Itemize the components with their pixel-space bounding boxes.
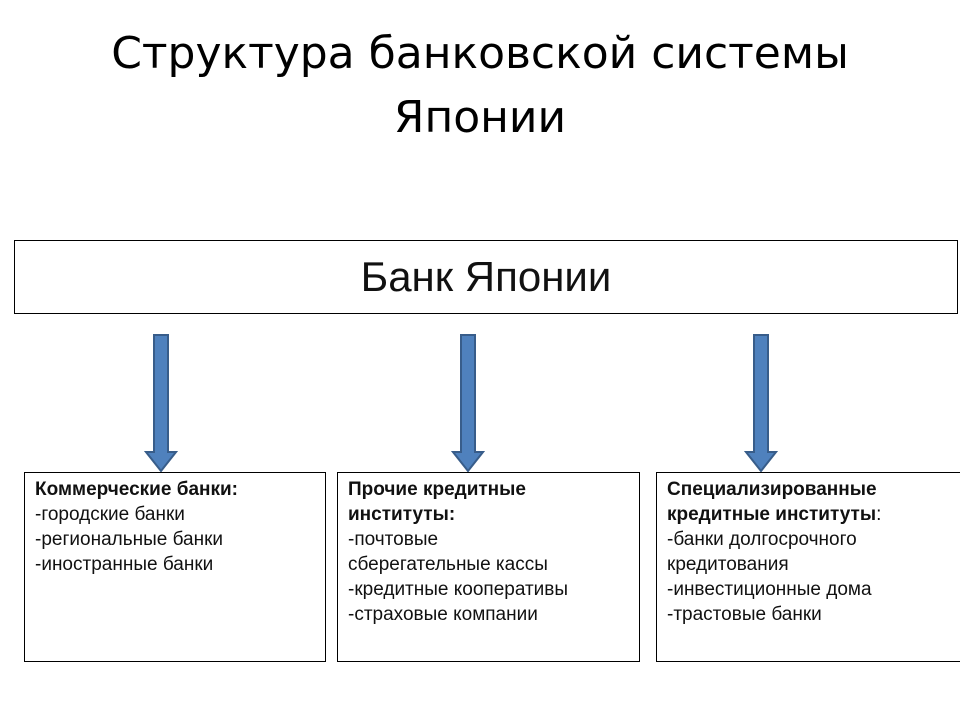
- bank-of-japan-box: [14, 240, 958, 314]
- other-credit-institutions-box: [337, 472, 640, 662]
- other-credit-heading-line-1: Прочие кредитные: [348, 479, 526, 500]
- slide-title: [0, 22, 960, 150]
- specialized-heading-line-2: [667, 502, 952, 527]
- list-item: -кредитные кооперативы: [348, 579, 569, 600]
- arrow-down-icon: [144, 334, 178, 472]
- title-line-1: Структура банковской системы: [111, 28, 849, 79]
- list-item: -банки долгосрочного: [667, 529, 857, 550]
- other-credit-heading-line-2: институты:: [348, 504, 456, 525]
- list-item: -региональные банки: [35, 529, 224, 550]
- list-item: сберегательные кассы: [348, 554, 548, 575]
- commercial-banks-box: [24, 472, 326, 662]
- list-item: -почтовые: [348, 529, 439, 550]
- list-item: -страховые компании: [348, 604, 538, 625]
- specialized-heading-line-1: Специализированные: [667, 479, 877, 500]
- arrow-down-icon: [451, 334, 485, 472]
- specialized-heading-colon: :: [876, 504, 882, 525]
- bank-of-japan-label: Банк Японии: [360, 253, 612, 300]
- arrow-down-icon: [744, 334, 778, 472]
- specialized-heading-text: кредитные институты: [667, 504, 877, 525]
- list-item: -городские банки: [35, 504, 185, 525]
- title-line-2: Японии: [393, 92, 567, 143]
- list-item: -инвестиционные дома: [667, 579, 872, 600]
- commercial-banks-heading: Коммерческие банки:: [35, 479, 239, 500]
- list-item: кредитования: [667, 554, 789, 575]
- specialized-credit-institutions-box: [656, 472, 960, 662]
- list-item: -трастовые банки: [667, 604, 822, 625]
- list-item: -иностранные банки: [35, 554, 214, 575]
